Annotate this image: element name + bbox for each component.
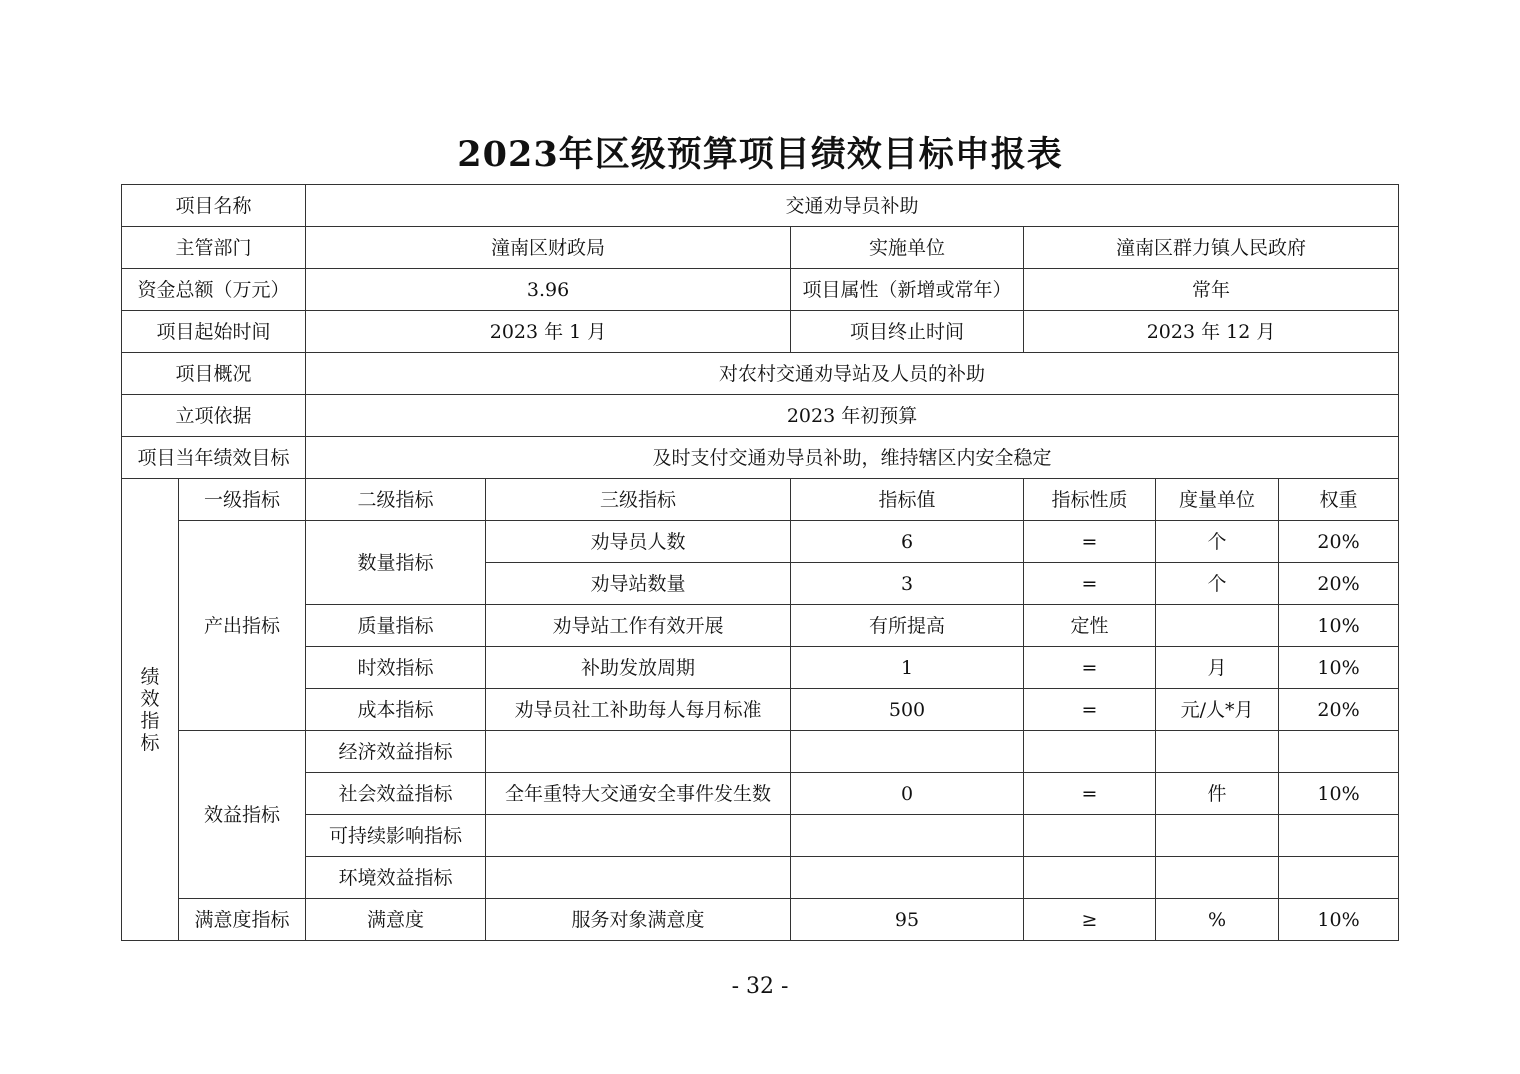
project-name-value: 交通劝导员补助 <box>306 185 1399 227</box>
indicators-section-label <box>122 479 179 941</box>
header-weight: 权重 <box>1279 479 1399 521</box>
level3-cell: 全年重特大交通安全事件发生数 <box>486 773 791 815</box>
header-unit: 度量单位 <box>1156 479 1279 521</box>
indicator-row <box>122 857 1399 899</box>
nature-cell: ≥ <box>1024 899 1156 941</box>
nature-cell <box>1024 815 1156 857</box>
page-number: - 32 - <box>731 974 789 999</box>
level3-cell: 补助发放周期 <box>486 647 791 689</box>
row-project-name <box>122 185 1399 227</box>
page-title: 2023年区级预算项目绩效目标申报表 <box>457 134 1063 175</box>
value-cell: 95 <box>791 899 1024 941</box>
value-cell: 6 <box>791 521 1024 563</box>
header-level2: 二级指标 <box>306 479 486 521</box>
overview-value: 对农村交通劝导站及人员的补助 <box>306 353 1399 395</box>
nature-cell <box>1024 857 1156 899</box>
unit-cell <box>1156 815 1279 857</box>
attr-value: 常年 <box>1024 269 1399 311</box>
value-cell: 3 <box>791 563 1024 605</box>
performance-goal-table <box>121 184 1399 941</box>
level1-satisfaction: 满意度指标 <box>179 899 306 941</box>
level3-cell <box>486 857 791 899</box>
impl-unit-value: 潼南区群力镇人民政府 <box>1024 227 1399 269</box>
start-value: 2023 年 1 月 <box>306 311 791 353</box>
unit-cell: % <box>1156 899 1279 941</box>
project-name-label: 项目名称 <box>122 185 306 227</box>
weight-cell: 20% <box>1279 563 1399 605</box>
level2-quality: 质量指标 <box>306 605 486 647</box>
end-label: 项目终止时间 <box>791 311 1024 353</box>
level2-sustainable: 可持续影响指标 <box>306 815 486 857</box>
level3-cell <box>486 815 791 857</box>
weight-cell: 20% <box>1279 689 1399 731</box>
weight-cell: 20% <box>1279 521 1399 563</box>
indicator-row <box>122 647 1399 689</box>
dept-value: 潼南区财政局 <box>306 227 791 269</box>
header-level1: 一级指标 <box>179 479 306 521</box>
impl-unit-label: 实施单位 <box>791 227 1024 269</box>
unit-cell <box>1156 731 1279 773</box>
value-cell: 500 <box>791 689 1024 731</box>
level3-cell: 劝导员人数 <box>486 521 791 563</box>
level2-quantity: 数量指标 <box>306 521 486 605</box>
fund-label: 资金总额（万元） <box>122 269 306 311</box>
unit-cell <box>1156 857 1279 899</box>
weight-cell: 10% <box>1279 899 1399 941</box>
row-basis <box>122 395 1399 437</box>
value-cell: 0 <box>791 773 1024 815</box>
indicator-row <box>122 815 1399 857</box>
level1-benefit: 效益指标 <box>179 731 306 899</box>
value-cell: 1 <box>791 647 1024 689</box>
indicators-section-text: 绩效指标 <box>140 665 160 754</box>
row-period <box>122 311 1399 353</box>
indicator-row <box>122 773 1399 815</box>
header-value: 指标值 <box>791 479 1024 521</box>
value-cell: 有所提高 <box>791 605 1024 647</box>
level3-cell: 劝导员社工补助每人每月标准 <box>486 689 791 731</box>
header-nature: 指标性质 <box>1024 479 1156 521</box>
value-cell <box>791 731 1024 773</box>
overview-label: 项目概况 <box>122 353 306 395</box>
unit-cell: 个 <box>1156 521 1279 563</box>
fund-value: 3.96 <box>306 269 791 311</box>
level2-timeliness: 时效指标 <box>306 647 486 689</box>
nature-cell: = <box>1024 521 1156 563</box>
value-cell <box>791 857 1024 899</box>
weight-cell: 10% <box>1279 773 1399 815</box>
nature-cell: 定性 <box>1024 605 1156 647</box>
level3-cell: 劝导站数量 <box>486 563 791 605</box>
weight-cell <box>1279 815 1399 857</box>
header-level3: 三级指标 <box>486 479 791 521</box>
nature-cell <box>1024 731 1156 773</box>
level2-satisfaction: 满意度 <box>306 899 486 941</box>
nature-cell: = <box>1024 689 1156 731</box>
basis-value: 2023 年初预算 <box>306 395 1399 437</box>
dept-label: 主管部门 <box>122 227 306 269</box>
attr-label: 项目属性（新增或常年） <box>791 269 1024 311</box>
unit-cell: 元/人*月 <box>1156 689 1279 731</box>
level3-cell: 服务对象满意度 <box>486 899 791 941</box>
goal-label: 项目当年绩效目标 <box>122 437 306 479</box>
weight-cell: 10% <box>1279 647 1399 689</box>
start-label: 项目起始时间 <box>122 311 306 353</box>
level2-social: 社会效益指标 <box>306 773 486 815</box>
level1-output: 产出指标 <box>179 521 306 731</box>
unit-cell <box>1156 605 1279 647</box>
weight-cell <box>1279 857 1399 899</box>
row-department <box>122 227 1399 269</box>
value-cell <box>791 815 1024 857</box>
indicator-row <box>122 731 1399 773</box>
basis-label: 立项依据 <box>122 395 306 437</box>
unit-cell: 件 <box>1156 773 1279 815</box>
level2-economic: 经济效益指标 <box>306 731 486 773</box>
level3-cell <box>486 731 791 773</box>
unit-cell: 个 <box>1156 563 1279 605</box>
end-value: 2023 年 12 月 <box>1024 311 1399 353</box>
level3-cell: 劝导站工作有效开展 <box>486 605 791 647</box>
weight-cell: 10% <box>1279 605 1399 647</box>
row-fund <box>122 269 1399 311</box>
level2-environment: 环境效益指标 <box>306 857 486 899</box>
indicator-row <box>122 605 1399 647</box>
weight-cell <box>1279 731 1399 773</box>
indicator-row <box>122 899 1399 941</box>
nature-cell: = <box>1024 647 1156 689</box>
level2-cost: 成本指标 <box>306 689 486 731</box>
goal-value: 及时支付交通劝导员补助，维持辖区内安全稳定 <box>306 437 1399 479</box>
indicator-header-row <box>122 479 1399 521</box>
nature-cell: = <box>1024 773 1156 815</box>
row-goal <box>122 437 1399 479</box>
indicator-row <box>122 689 1399 731</box>
row-overview <box>122 353 1399 395</box>
indicator-row <box>122 521 1399 563</box>
unit-cell: 月 <box>1156 647 1279 689</box>
nature-cell: = <box>1024 563 1156 605</box>
